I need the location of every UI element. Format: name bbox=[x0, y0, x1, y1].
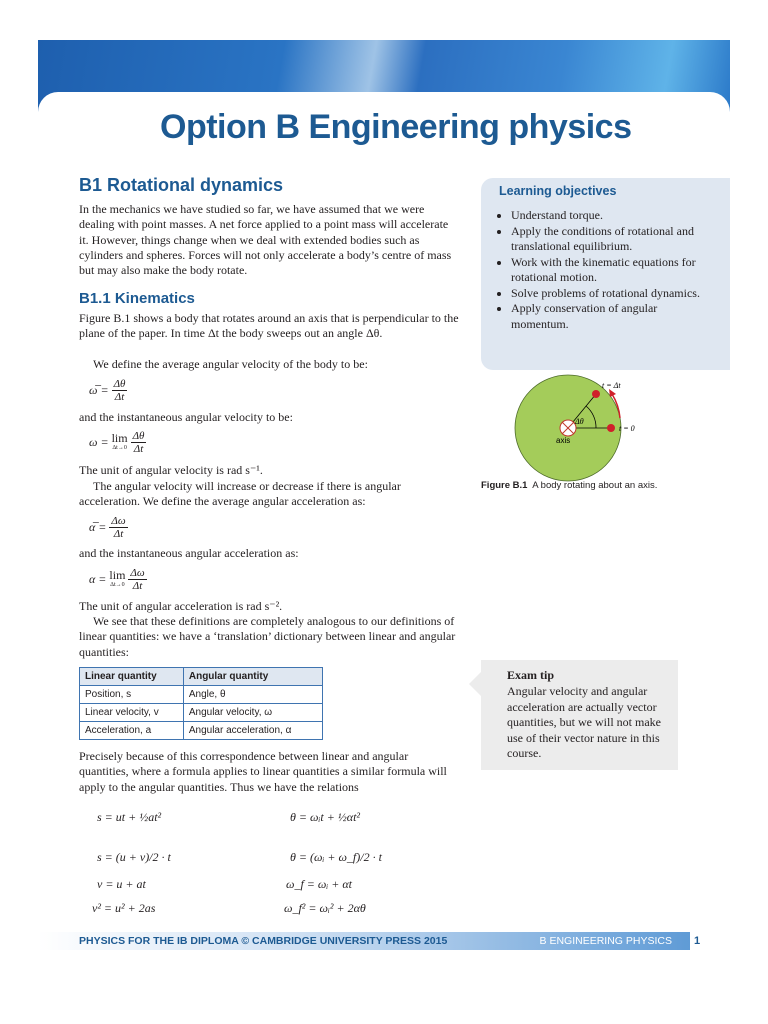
list-item: • Understand torque. bbox=[511, 208, 711, 224]
eq-num: Δθ bbox=[132, 430, 145, 442]
eq-lim-sub: Δt→0 bbox=[110, 581, 125, 588]
table-cell: Acceleration, a bbox=[80, 722, 184, 740]
eq-den: Δt bbox=[133, 443, 144, 455]
paragraph: Precisely because of this correspondence between linear and angular quantities, where a formula applies to linear quantities a similar formula will apply to the angular quantities. Thus we have the relations bbox=[79, 749, 447, 794]
page-title: Option B Engineering physics bbox=[160, 108, 632, 146]
eq-den: Δt bbox=[114, 391, 125, 403]
eq-den: Δt bbox=[113, 528, 124, 540]
objectives-list bbox=[495, 208, 711, 332]
point-tdt bbox=[592, 390, 600, 398]
paragraph: The unit of angular velocity is rad s⁻¹. bbox=[79, 463, 263, 477]
table-row bbox=[80, 704, 323, 722]
eq-lhs: ω = bbox=[89, 435, 109, 449]
exam-tip-heading: Exam tip bbox=[507, 668, 555, 682]
table-header: Angular quantity bbox=[183, 668, 322, 686]
list-item: • Apply the conditions of rotational and translational equilibrium. bbox=[511, 224, 711, 255]
page-footer bbox=[38, 932, 690, 950]
paragraph: We see that these definitions are completely analogous to our definitions of linear quantities: we have a ‘translation’ dictionary between linear and angular quantities: bbox=[79, 614, 456, 659]
eq-num: Δω bbox=[130, 567, 145, 579]
table-cell: Angular velocity, ω bbox=[183, 704, 322, 722]
paragraph: The unit of angular acceleration is rad s⁻². bbox=[79, 599, 283, 613]
figure-label: Figure B.1 bbox=[481, 480, 528, 491]
table-cell: Linear velocity, v bbox=[80, 704, 184, 722]
eq-lhs: ω̅ = bbox=[89, 383, 109, 397]
paragraph: Figure B.1 shows a body that rotates around an axis that is perpendicular to the plane of the paper. In time Δt the body sweeps out an angle Δθ. bbox=[79, 311, 459, 341]
list-item: • Work with the kinematic equations for rotational motion. bbox=[511, 255, 711, 286]
quantities-table bbox=[79, 667, 323, 740]
eq-num: Δω bbox=[111, 515, 126, 527]
label-dtheta: Δθ bbox=[575, 417, 584, 426]
relation-angular: ω_f² = ωᵢ² + 2αθ bbox=[284, 901, 366, 915]
table-cell: Position, s bbox=[80, 686, 184, 704]
paragraph: and the instantaneous angular velocity to be: bbox=[79, 410, 293, 424]
list-item: • Solve problems of rotational dynamics. bbox=[511, 286, 711, 302]
list-item: • Apply conservation of angular momentum. bbox=[511, 301, 711, 332]
label-t0: t = 0 bbox=[619, 424, 635, 433]
exam-tip-text: Angular velocity and angular acceleration are actually vector quantities, but we will not make use of their vector nature in this course. bbox=[507, 684, 661, 760]
table-cell: Angular acceleration, α bbox=[183, 722, 322, 740]
relation-linear: s = ut + ½at² bbox=[97, 810, 162, 824]
eq-lhs: α̅ = bbox=[89, 520, 107, 534]
eq-num: Δθ bbox=[113, 378, 126, 390]
footer-publisher: PHYSICS FOR THE IB DIPLOMA © CAMBRIDGE UNIVERSITY PRESS 2015 bbox=[79, 935, 448, 947]
paragraph: The angular velocity will increase or decrease if there is angular acceleration. We define the average angular acceleration as: bbox=[79, 479, 401, 509]
relation-angular: θ = ωᵢt + ½αt² bbox=[290, 810, 361, 824]
section-heading: B1 Rotational dynamics bbox=[79, 175, 284, 195]
paragraph: and the instantaneous angular acceleration as: bbox=[79, 546, 299, 560]
label-t-dt: t = Δt bbox=[602, 381, 621, 390]
eq-lhs: α = bbox=[89, 572, 107, 586]
learning-objectives-box bbox=[481, 178, 730, 370]
table-header: Linear quantity bbox=[80, 668, 184, 686]
equation-angular-acceleration bbox=[89, 567, 147, 592]
rotating-body-figure bbox=[500, 372, 700, 482]
eq-lim: lim bbox=[111, 430, 128, 445]
figure-caption bbox=[481, 480, 657, 491]
equation-avg-angular-acceleration bbox=[89, 515, 128, 540]
eq-lim: lim bbox=[109, 567, 126, 582]
table-header-row bbox=[80, 668, 323, 686]
table-row bbox=[80, 722, 323, 740]
page-number: 1 bbox=[694, 935, 701, 947]
equation-angular-velocity bbox=[89, 430, 146, 455]
subsection-heading: B1.1 Kinematics bbox=[79, 290, 195, 307]
label-axis: axis bbox=[556, 436, 571, 445]
point-t0 bbox=[607, 424, 615, 432]
table-row bbox=[80, 686, 323, 704]
relation-angular: θ = (ωᵢ + ω_f)/2 · t bbox=[290, 850, 382, 864]
relation-angular: ω_f = ωᵢ + αt bbox=[286, 877, 353, 891]
exam-tip-box bbox=[481, 660, 678, 770]
learning-objectives-heading: Learning objectives bbox=[499, 184, 617, 198]
figure-caption-text: A body rotating about an axis. bbox=[532, 480, 658, 491]
relation-linear: v = u + at bbox=[97, 877, 146, 891]
relation-linear: s = (u + v)/2 · t bbox=[97, 850, 171, 864]
intro-paragraph: In the mechanics we have studied so far, we have assumed that we were dealing with point masses. A net force applied to a point mass will accelerate it. However, things change when we deal with extended bodies such as cylinders and spheres. Forces will not only accelerate a body’s centre of mass but may also make the body rotate. bbox=[79, 202, 452, 278]
table-cell: Angle, θ bbox=[183, 686, 322, 704]
footer-chapter: B ENGINEERING PHYSICS bbox=[539, 935, 672, 947]
eq-lim-sub: Δt→0 bbox=[112, 444, 127, 451]
relation-linear: v² = u² + 2as bbox=[92, 901, 156, 915]
paragraph: We define the average angular velocity of the body to be: bbox=[93, 357, 368, 371]
equation-avg-angular-velocity bbox=[89, 378, 127, 403]
eq-den: Δt bbox=[132, 580, 143, 592]
